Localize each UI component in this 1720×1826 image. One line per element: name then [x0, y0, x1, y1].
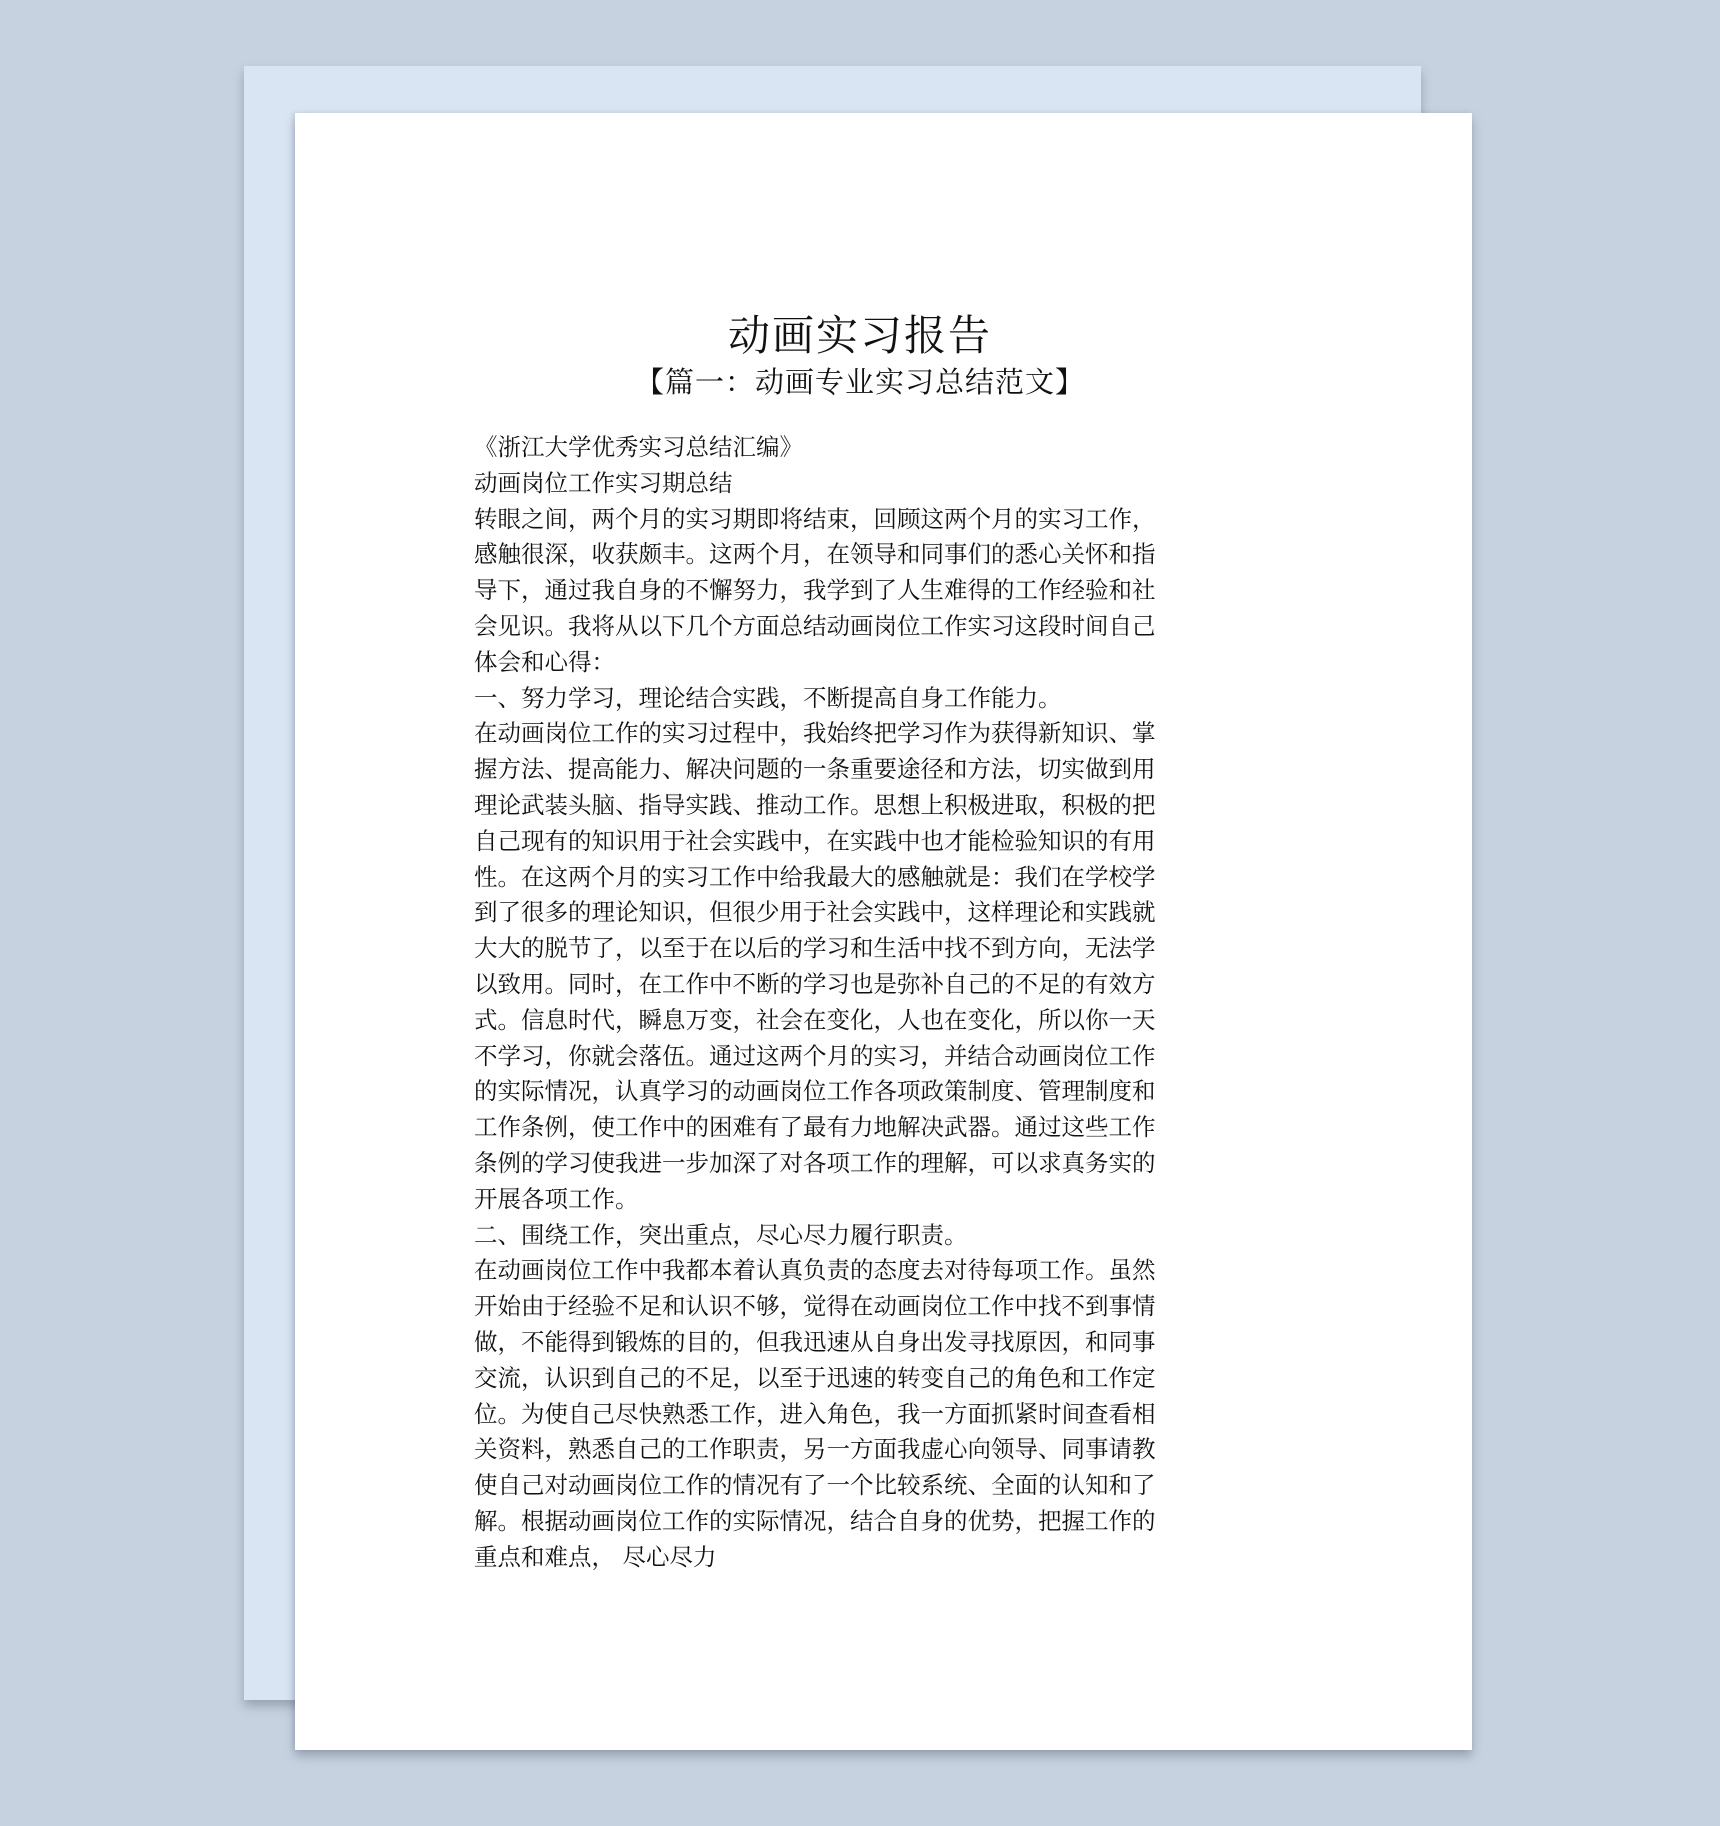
body-line: 开始由于经验不足和认识不够，觉得在动画岗位工作中找不到事情 [474, 1292, 1156, 1321]
body-line: 解。根据动画岗位工作的实际情况，结合自身的优势，把握工作的 [474, 1506, 1156, 1535]
body-line: 导下，通过我自身的不懈努力，我学到了人生难得的工作经验和社 [474, 576, 1156, 605]
body-line: 转眼之间，两个月的实习期即将结束，回顾这两个月的实习工作， [474, 504, 1156, 533]
body-line: 关资料，熟悉自己的工作职责，另一方面我虚心向领导、同事请教 [474, 1435, 1156, 1464]
body-line: 到了很多的理论知识，但很少用于社会实践中，这样理论和实践就 [474, 898, 1156, 927]
body-line: 开展各项工作。 [474, 1184, 639, 1213]
body-line: 《浙江大学优秀实习总结汇编》 [474, 433, 803, 461]
body-line: 理论武装头脑、指导实践、推动工作。思想上积极进取，积极的把 [474, 790, 1156, 819]
document-title: 动画实习报告 [727, 311, 992, 360]
document-body [474, 430, 1204, 1576]
section-heading: 二、围绕工作，突出重点，尽心尽力履行职责。 [474, 1220, 968, 1249]
body-line: 交流，认识到自己的不足，以至于迅速的转变自己的角色和工作定 [474, 1363, 1156, 1392]
body-line: 在动画岗位工作的实习过程中，我始终把学习作为获得新知识、掌 [474, 719, 1156, 748]
body-line: 使自己对动画岗位工作的情况有了一个比较系统、全面的认知和了 [474, 1471, 1156, 1500]
body-line: 位。为使自己尽快熟悉工作，进入角色，我一方面抓紧时间查看相 [474, 1399, 1156, 1428]
body-line: 握方法、提高能力、解决问题的一条重要途径和方法，切实做到用 [474, 755, 1156, 784]
body-line: 做，不能得到锻炼的目的，但我迅速从自身出发寻找原因，和同事 [474, 1327, 1156, 1356]
body-line: 式。信息时代，瞬息万变，社会在变化，人也在变化，所以你一天 [474, 1005, 1156, 1034]
body-line: 自己现有的知识用于社会实践中，在实践中也才能检验知识的有用 [474, 826, 1156, 855]
body-line: 的实际情况，认真学习的动画岗位工作各项政策制度、管理制度和 [474, 1077, 1156, 1106]
body-line: 会见识。我将从以下几个方面总结动画岗位工作实习这段时间自己 [474, 611, 1156, 640]
body-line: 不学习，你就会落伍。通过这两个月的实习，并结合动画岗位工作 [474, 1041, 1156, 1070]
body-line: 性。在这两个月的实习工作中给我最大的感触就是：我们在学校学 [474, 862, 1156, 891]
body-line: 感触很深，收获颇丰。这两个月，在领导和同事们的悉心关怀和指 [474, 540, 1156, 569]
body-line: 重点和难点， 尽心尽力 [474, 1542, 717, 1571]
body-line: 工作条例，使工作中的困难有了最有力地解决武器。通过这些工作 [474, 1113, 1156, 1142]
body-line: 条例的学习使我进一步加深了对各项工作的理解，可以求真务实的 [474, 1148, 1156, 1177]
section-heading: 一、努力学习，理论结合实践，不断提高自身工作能力。 [474, 683, 1062, 712]
document-subtitle: 【篇一：动画专业实习总结范文】 [634, 365, 1085, 399]
body-line: 以致用。同时，在工作中不断的学习也是弥补自己的不足的有效方 [474, 969, 1156, 998]
body-line: 大大的脱节了，以至于在以后的学习和生活中找不到方向，无法学 [474, 934, 1156, 963]
body-line: 在动画岗位工作中我都本着认真负责的态度去对待每项工作。虽然 [474, 1256, 1156, 1285]
body-line: 动画岗位工作实习期总结 [474, 468, 733, 497]
body-line: 体会和心得： [474, 647, 615, 676]
